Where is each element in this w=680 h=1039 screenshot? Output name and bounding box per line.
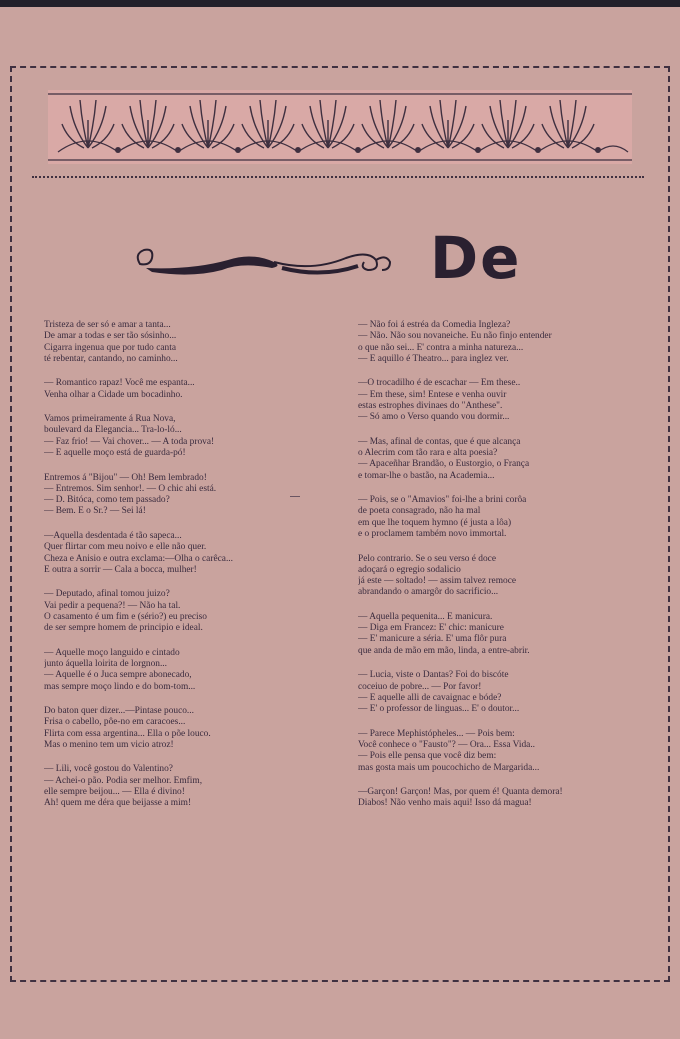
verse-line: Entremos á "Bijou" — Oh! Bem lembrado!	[44, 472, 207, 483]
verse-line: Tristeza de ser só e amar a tanta...	[44, 320, 171, 330]
verse-stanza	[358, 554, 658, 599]
verse-line: boulevard da Elegancia... Tra-lo-ló...	[44, 425, 182, 436]
ornament-dotted-rule	[32, 176, 644, 178]
verse-line: já este — soltado! — assim talvez remoce	[358, 576, 517, 587]
top-dark-strip	[0, 0, 680, 7]
verse-stanza	[44, 589, 344, 634]
verse-line: — Diga em Francez: E' chic: manicure	[358, 623, 504, 634]
verse-line: Pelo contrario. Se o seu verso é doce	[358, 553, 496, 564]
verse-line: Frisa o cabello, pôe-no em caracoes...	[44, 717, 186, 728]
verse-stanza	[44, 531, 344, 576]
verse-stanza	[44, 378, 344, 401]
verse-line: — Achei-o pão. Podia ser melhor. Emfim,	[44, 775, 203, 786]
verse-stanza	[44, 320, 344, 365]
verse-line: mas sempre moço lindo e do bom-tom...	[44, 681, 196, 692]
verse-line: Você conhece o "Fausto"? — Ora... Essa Vida..	[358, 739, 536, 750]
verse-line: em que lhe toquem hymno (é justa a lôa)	[358, 517, 512, 528]
verse-line: — Romantico rapaz! Você me espanta...	[44, 378, 195, 389]
verse-stanza	[358, 787, 658, 810]
verse-line: — Aquelle é o Juca sempre abonecado,	[44, 670, 192, 681]
verse-line: — Lili, você gostou do Valentino?	[44, 764, 173, 775]
verse-line: — Não. Não sou novaneiche. Eu não finjo entender	[358, 331, 552, 342]
verse-line: — E aquelle moço está de guarda-pó!	[44, 448, 186, 459]
verse-line: — Lucia, viste o Dantas? Foi do biscóte	[358, 670, 509, 681]
verse-stanza	[44, 648, 344, 693]
verse-line: — Entremos. Sim senhor!. — O chic ahi está.	[44, 483, 217, 494]
verse-line: abrandando o amargôr do sacrificio...	[358, 587, 499, 598]
palmette-ornament-banner	[48, 90, 632, 164]
verse-line: —Aquella desdentada é tão sapeca...	[44, 530, 182, 541]
verse-line: — E' o professor de linguas... E' o doutor...	[358, 704, 520, 715]
verse-line: e o proclamem também novo immortal.	[358, 529, 507, 540]
verse-line: e tomar-lhe o bastão, na Academia...	[358, 470, 495, 481]
verse-stanza	[358, 729, 658, 774]
verse-line: — Aquella pequenita... E manicura.	[358, 611, 493, 622]
verse-line: E outra a sorrir — Cala a bocca, mulher!	[44, 564, 197, 575]
verse-stanza	[44, 414, 344, 459]
verse-line: junto áquella loirita de lorgnon...	[44, 658, 167, 669]
verse-line: —Garçon! Garçon! Mas, por quem é! Quanta demora!	[358, 787, 563, 797]
verse-line: de ser sempre homem de principio e ideal.	[44, 623, 203, 634]
verse-line: coceiuo de pobre... — Por favor!	[358, 681, 482, 692]
verse-line: De amar a todas e ser tão sósinho...	[44, 331, 177, 342]
verse-line: — Faz frio! — Vai chover... — A toda prova!	[44, 436, 215, 447]
verse-line: — Apaceñhar Brandão, o Eustorgio, o França	[358, 459, 530, 470]
verse-line: — Pois, se o "Amavios" foi-lhe a brini corôa	[358, 495, 527, 506]
verse-line: Mas o menino tem um vicio atroz!	[44, 739, 174, 750]
verse-stanza	[358, 437, 658, 482]
verse-line: Venha olhar a Cidade um bocadinho.	[44, 389, 183, 400]
verse-line: — Deputado, afinal tomou juizo?	[44, 589, 170, 600]
verse-line: Vai pedir a pequena?! — Não ha tal.	[44, 600, 181, 611]
verse-stanza	[358, 670, 658, 715]
verse-line: — D. Bitóca, como tem passado?	[44, 495, 170, 506]
verse-line: — Parece Mephistópheles... — Pois bem:	[358, 728, 515, 739]
verse-line: Diabos! Não venho mais aqui! Isso dá magua!	[358, 798, 532, 809]
verse-line: o Alecrim com tão rara e alta poesia?	[358, 448, 498, 459]
verse-stanza	[44, 706, 344, 751]
right-verse-column	[358, 320, 658, 823]
verse-line: que anda de mão em mão, linda, a entre-abrir.	[358, 645, 530, 656]
verse-stanza	[358, 495, 658, 540]
verse-line: Cigarra ingenua que por tudo canta	[44, 342, 176, 353]
verse-line: —O trocadilho é de escachar — Em these..	[358, 378, 521, 389]
verse-line: o que não sei... E' contra a minha natureza...	[358, 342, 524, 353]
calligraphic-flourish	[132, 240, 396, 284]
verse-line: elle sempre beijou... — Ella é divino!	[44, 787, 185, 797]
verse-line: Do baton quer dizer...—Pintase pouco...	[44, 706, 194, 717]
divider-dash	[290, 496, 300, 497]
verse-line: — Só amo o Verso quando vou dormir...	[358, 412, 510, 423]
verse-line: adoçará o egregio sodalicio	[358, 564, 461, 575]
left-verse-column	[44, 320, 344, 823]
verse-line: — Pois elle pensa que você diz bem:	[358, 751, 497, 762]
verse-line: Flirta com essa argentina... Ella o põe louco.	[44, 728, 211, 739]
verse-line: O casamento é um fim e (sério?) eu preciso	[44, 611, 207, 622]
verse-line: Quer flirtar com meu noivo e elle não quer.	[44, 542, 207, 553]
verse-line: de poeta consagrado, não ha mal	[358, 506, 481, 517]
verse-stanza	[358, 320, 658, 365]
verse-line: mas gosta mais um poucochicho de Margarida...	[358, 762, 540, 773]
verse-line: Cheza e Anisio e outra exclama:—Olha o carêca...	[44, 553, 233, 564]
verse-stanza	[358, 378, 658, 423]
verse-line: Ah! quem me déra que beijasse a mim!	[44, 798, 192, 809]
verse-line: — Aquelle moço languido e cintado	[44, 647, 180, 658]
verse-line: estas estrophes divinaes do "Anthese".	[358, 400, 503, 411]
verse-line: — E' manicure a séria. E' uma flôr pura	[358, 634, 507, 645]
verse-line: — Mas, afinal de contas, que é que alcança	[358, 436, 521, 447]
verse-stanza	[44, 764, 344, 809]
verse-stanza	[358, 612, 658, 657]
page-title: De	[430, 224, 522, 292]
verse-line: té rebentar, cantando, no caminho...	[44, 353, 178, 364]
verse-line: — Bem. E o Sr.? — Sei lá!	[44, 506, 146, 517]
verse-line: — Não foi á estréa da Comedia Ingleza?	[358, 320, 511, 330]
verse-line: Vamos primeiramente á Rua Nova,	[44, 414, 176, 425]
verse-line: — Em these, sim! Entese e venha ouvir	[358, 389, 507, 400]
verse-line: — E aquelle alli de cavaignac e bóde?	[358, 692, 502, 703]
verse-line: — E aquillo é Theatro... para inglez ver.	[358, 353, 509, 364]
